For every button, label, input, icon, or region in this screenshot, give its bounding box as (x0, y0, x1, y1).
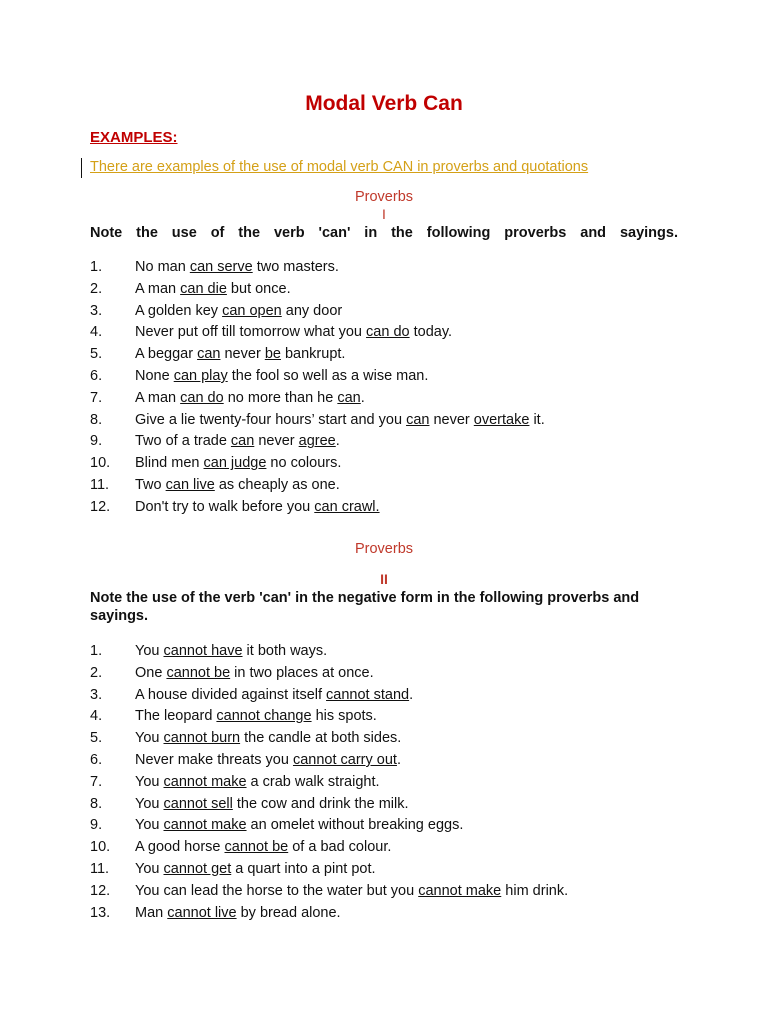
list-item-number: 3. (90, 686, 103, 703)
section1-roman: I (382, 206, 386, 222)
list-item-number: 10. (90, 839, 111, 856)
underlined-verb: cannot be (166, 664, 231, 681)
underlined-verb: can (197, 346, 221, 363)
underlined-verb: can die (180, 280, 227, 297)
list-item (90, 837, 568, 859)
section2-roman: II (380, 571, 388, 587)
list-item-number: 10. (90, 455, 111, 472)
list-item-number: 8. (90, 411, 103, 428)
underlined-verb: can do (180, 389, 224, 406)
list-item (90, 815, 568, 837)
list-item (90, 366, 545, 388)
underlined-verb: agree (298, 433, 336, 450)
list-item (90, 279, 545, 301)
list-item (90, 794, 568, 816)
underlined-verb: can (230, 433, 255, 450)
list-item (90, 431, 545, 453)
list-item (90, 475, 545, 497)
list-item (90, 881, 568, 903)
list-item (90, 859, 568, 881)
list-item-number: 9. (90, 433, 103, 450)
section1-heading: Proverbs (354, 189, 414, 205)
document-title: Modal Verb Can (305, 92, 463, 115)
list-item (90, 410, 545, 432)
list-item-number: 5. (90, 730, 103, 747)
underlined-verb: cannot change (216, 708, 312, 725)
underlined-verb: cannot make (163, 773, 247, 790)
list-item (90, 301, 545, 323)
list-item-number: 9. (90, 817, 103, 834)
list-item-text: Give a lie twenty-four hours’ start and you can never overtake it. (135, 411, 545, 428)
list-item-number: 12. (90, 498, 111, 515)
list-item (90, 728, 568, 750)
list-item-text: A beggar can never be bankrupt. (135, 346, 346, 363)
list-item-text: Two can live as cheaply as one. (135, 476, 340, 493)
list-item-number: 2. (90, 280, 103, 297)
list-item-number: 11. (90, 860, 110, 877)
list-item-number: 12. (90, 882, 111, 899)
underlined-verb: can play (173, 367, 228, 384)
underlined-verb: cannot carry out (292, 751, 397, 768)
list-item-text: You cannot burn the candle at both sides. (135, 730, 402, 747)
underlined-verb: cannot live (167, 904, 237, 921)
list-item (90, 663, 568, 685)
underlined-verb: cannot sell (163, 795, 233, 812)
underlined-verb: overtake (473, 411, 530, 428)
section2-note: Note the use of the verb 'can' in the negative form in the following proverbs and sayings. (90, 590, 640, 624)
list-item (90, 685, 568, 707)
underlined-verb: cannot stand (326, 686, 410, 703)
list-item (90, 497, 545, 519)
list-item-number: 4. (90, 708, 103, 725)
underlined-verb: can judge (203, 455, 267, 472)
list-item (90, 706, 568, 728)
list-item-text: Don't try to walk before you can crawl. (135, 498, 380, 515)
list-item-number: 1. (90, 259, 103, 275)
intro-text[interactable]: There are examples of the use of modal verb CAN in proverbs and quotations (90, 159, 589, 175)
list-item-text: No man can serve two masters. (135, 259, 339, 275)
underlined-verb: cannot have (163, 643, 243, 659)
underlined-verb: can live (165, 476, 215, 493)
list-item-text: Man cannot live by bread alone. (135, 904, 341, 921)
list-item-number: 11. (90, 476, 110, 493)
list-item-text: Blind men can judge no colours. (135, 455, 342, 472)
list-item (90, 903, 568, 925)
list-item-text: You cannot sell the cow and drink the milk. (135, 795, 409, 812)
underlined-verb: cannot burn (163, 730, 241, 747)
list-item-number: 7. (90, 389, 103, 406)
list-item (90, 322, 545, 344)
list-item (90, 641, 568, 663)
underlined-verb: cannot get (163, 860, 232, 877)
list-item-text: A man can die but once. (135, 280, 291, 297)
list-item-number: 6. (90, 751, 103, 768)
underlined-verb: can do (366, 324, 410, 341)
list-item-text: Two of a trade can never agree. (135, 433, 340, 450)
list-item-number: 5. (90, 346, 103, 363)
section1-list (90, 257, 545, 519)
list-item-number: 13. (90, 904, 111, 921)
list-item-text: You cannot get a quart into a pint pot. (135, 860, 376, 877)
list-item (90, 344, 545, 366)
list-item (90, 453, 545, 475)
list-item-text: A house divided against itself cannot stand. (135, 686, 414, 703)
text-cursor (81, 158, 82, 178)
list-item-number: 7. (90, 773, 103, 790)
section2-heading: Proverbs (354, 541, 414, 557)
list-item-text: You cannot make an omelet without breaking eggs. (135, 817, 464, 834)
list-item-text: You can lead the horse to the water but you cannot make him drink. (135, 882, 569, 899)
list-item (90, 750, 568, 772)
list-item-text: One cannot be in two places at once. (135, 664, 374, 681)
list-item-number: 1. (90, 643, 103, 659)
list-item-text: None can play the fool so well as a wise man. (135, 367, 429, 384)
underlined-verb: can serve (189, 259, 253, 275)
list-item-text: Never put off till tomorrow what you can do today. (135, 324, 453, 341)
underlined-verb: cannot make (418, 882, 502, 899)
underlined-verb: cannot be (224, 839, 289, 856)
underlined-verb: can (406, 411, 430, 428)
list-item-text: A good horse cannot be of a bad colour. (135, 839, 392, 856)
list-item-number: 3. (90, 302, 103, 319)
list-item-number: 4. (90, 324, 103, 341)
underlined-verb: can (337, 389, 361, 406)
list-item-number: 2. (90, 664, 103, 681)
underlined-verb: be (264, 346, 281, 363)
underlined-verb: can crawl. (314, 498, 380, 515)
list-item (90, 772, 568, 794)
list-item-text: A golden key can open any door (135, 302, 343, 319)
list-item-number: 6. (90, 367, 103, 384)
examples-label: EXAMPLES: (90, 129, 178, 146)
list-item-text: You cannot make a crab walk straight. (135, 773, 380, 790)
underlined-verb: cannot make (163, 817, 247, 834)
list-item (90, 388, 545, 410)
list-item (90, 257, 545, 279)
section2-list (90, 641, 568, 924)
list-item-text: A man can do no more than he can. (135, 389, 365, 406)
list-item-number: 8. (90, 795, 103, 812)
section1-note: Note the use of the verb 'can' in the following proverbs and sayings. (90, 225, 678, 241)
list-item-text: You cannot have it both ways. (135, 643, 328, 659)
underlined-verb: can open (222, 302, 282, 319)
list-item-text: The leopard cannot change his spots. (135, 708, 377, 725)
list-item-text: Never make threats you cannot carry out. (135, 751, 401, 768)
